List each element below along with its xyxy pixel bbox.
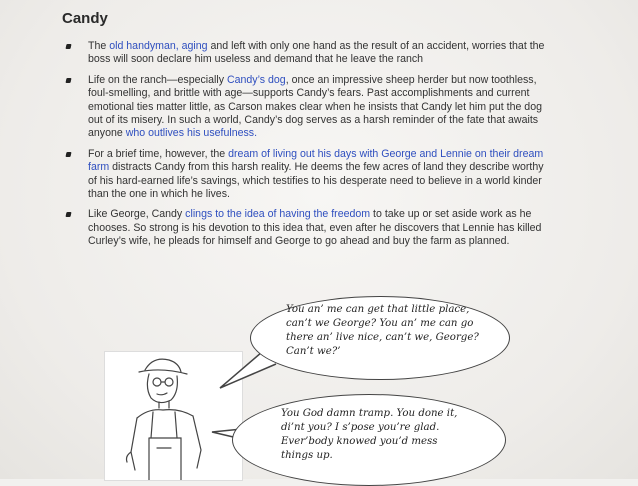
bullet-highlight: old handyman, aging [109, 40, 208, 52]
candy-sketch-figure [104, 351, 243, 481]
bullet-highlight: clings to the idea of having the freedom [185, 208, 371, 221]
bullet-text: and left with only one hand as the result of an accident, worries that the boss will soon declare him useless and demand that he leave the ranch [88, 40, 545, 66]
bullet-highlight: who outlives his usefulness. [125, 127, 258, 140]
square-bullet-icon [65, 212, 71, 217]
bullet-text: For a brief time, however, the [88, 147, 229, 160]
square-bullet-icon [65, 78, 71, 83]
speech-bubble-bottom [232, 394, 506, 486]
speech-bubble-top [250, 296, 510, 380]
bullet-item [64, 208, 554, 248]
bullet-highlight: dream of living out his days with George and Lennie on their dream farm [88, 147, 544, 174]
bullet-item [64, 40, 554, 67]
candy-sketch-icon [105, 352, 242, 480]
square-bullet-icon [65, 44, 71, 49]
bullet-text: Life on the ranch—especially [88, 73, 227, 86]
bullet-text: , once an impressive sheep herder but now toothless, foul-smelling, and brittle with age—supports Candy’s fears. Past accomplishments and current emotional ties matter little, as Carson makes clear when he insists that Candy let him put the dog out of its misery. In such a world, Candy’s dog serves as a harsh reminder of the fate that awaits anyone [88, 73, 542, 140]
bullet-text: to take up or set aside work as he chooses. So strong is his devotion to this idea that, even after he discovers that Lennie has killed Curley’s wife, he pleads for himself and George to go ahead and buy the farm as planned. [88, 208, 542, 248]
bullet-list [64, 40, 554, 256]
bullet-text: Like George, Candy [88, 208, 186, 221]
slide-title: Candy [62, 10, 108, 27]
speech-bubble-bottom-text: You God damn tramp. You done it, di’nt you? I s’pose you’re glad. Ever’body knowed you’d mess things up. [281, 408, 458, 461]
bullet-text: The [88, 40, 110, 52]
bullet-item [64, 148, 554, 202]
bullet-item [64, 74, 554, 141]
speech-bubble-top-text: You an’ me can get that little place, can’t we George? You an’ me can go there an’ live nice, can’t we, George? Can’t we?’ [286, 304, 479, 357]
bullet-highlight: Candy’s dog [226, 73, 286, 86]
bullet-text: distracts Candy from this harsh reality. He deems the few acres of land they describe worthy of his hard-earned life’s savings, which testifies to his desperate need to believe in a world kinder than the one in which he lives. [88, 161, 544, 201]
square-bullet-icon [65, 152, 71, 157]
